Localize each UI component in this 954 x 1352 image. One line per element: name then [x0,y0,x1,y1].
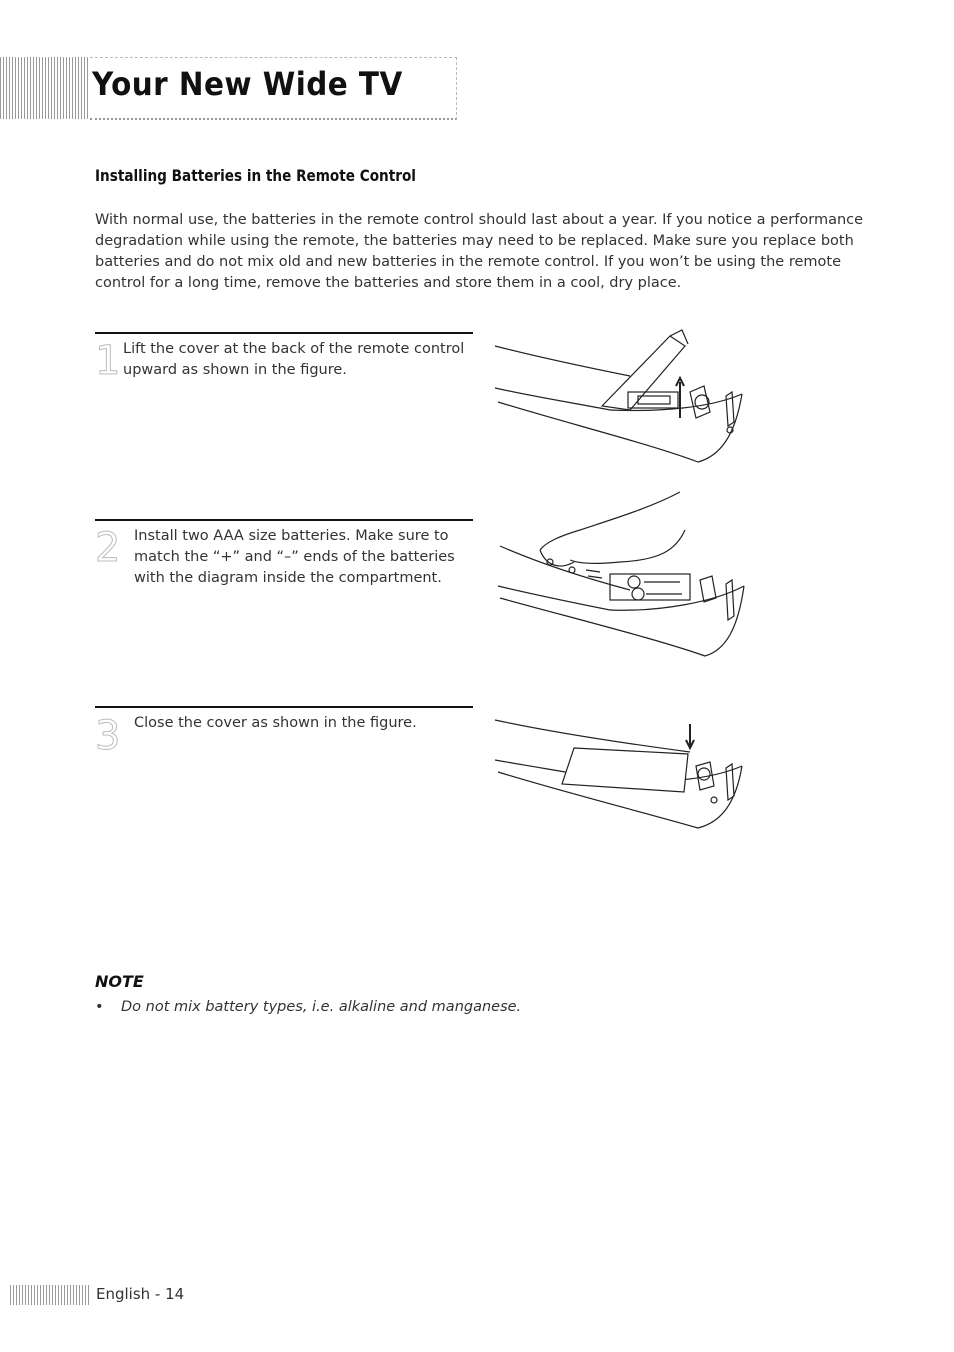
footer-pattern-decoration [10,1285,90,1305]
step-2-text: Install two AAA size batteries. Make sure to match the “+” and “–” ends of the batteries with the diagram inside the compartment. [134,528,455,586]
note-heading: NOTE [95,972,144,991]
step-1-number: 1 [95,338,121,384]
note-item-text: Do not mix battery types, i.e. alkaline and manganese. [121,999,522,1015]
page-title: Your New Wide TV [92,65,403,103]
battery-install-illustration [490,490,760,660]
page-number: English - 14 [96,1285,185,1303]
step-3-number: 3 [95,713,121,759]
remote-cover-close-illustration [490,714,760,834]
header-pattern-decoration [0,57,90,119]
step-3-rule [95,706,473,708]
section-heading: Installing Batteries in the Remote Control [95,166,416,185]
step-2-rule [95,519,473,521]
remote-cover-open-illustration [490,326,760,466]
page-header [0,57,458,119]
note-item [95,999,521,1015]
step-1-rule [95,332,473,334]
step-2-number: 2 [95,525,121,571]
intro-paragraph: With normal use, the batteries in the remote control should last about a year. If you notice a performance degradation while using the remote, the batteries may need to be replaced. Make sure you replace both batteries and do not mix old and new batteries in the remote control. If you won’t be using the remote control for a long time, remove the batteries and store them in a cool, dry place. [95,212,864,291]
bullet-icon: • [95,999,104,1015]
step-3-text: Close the cover as shown in the figure. [134,715,417,731]
step-1-text: Lift the cover at the back of the remote control upward as shown in the figure. [123,341,465,378]
